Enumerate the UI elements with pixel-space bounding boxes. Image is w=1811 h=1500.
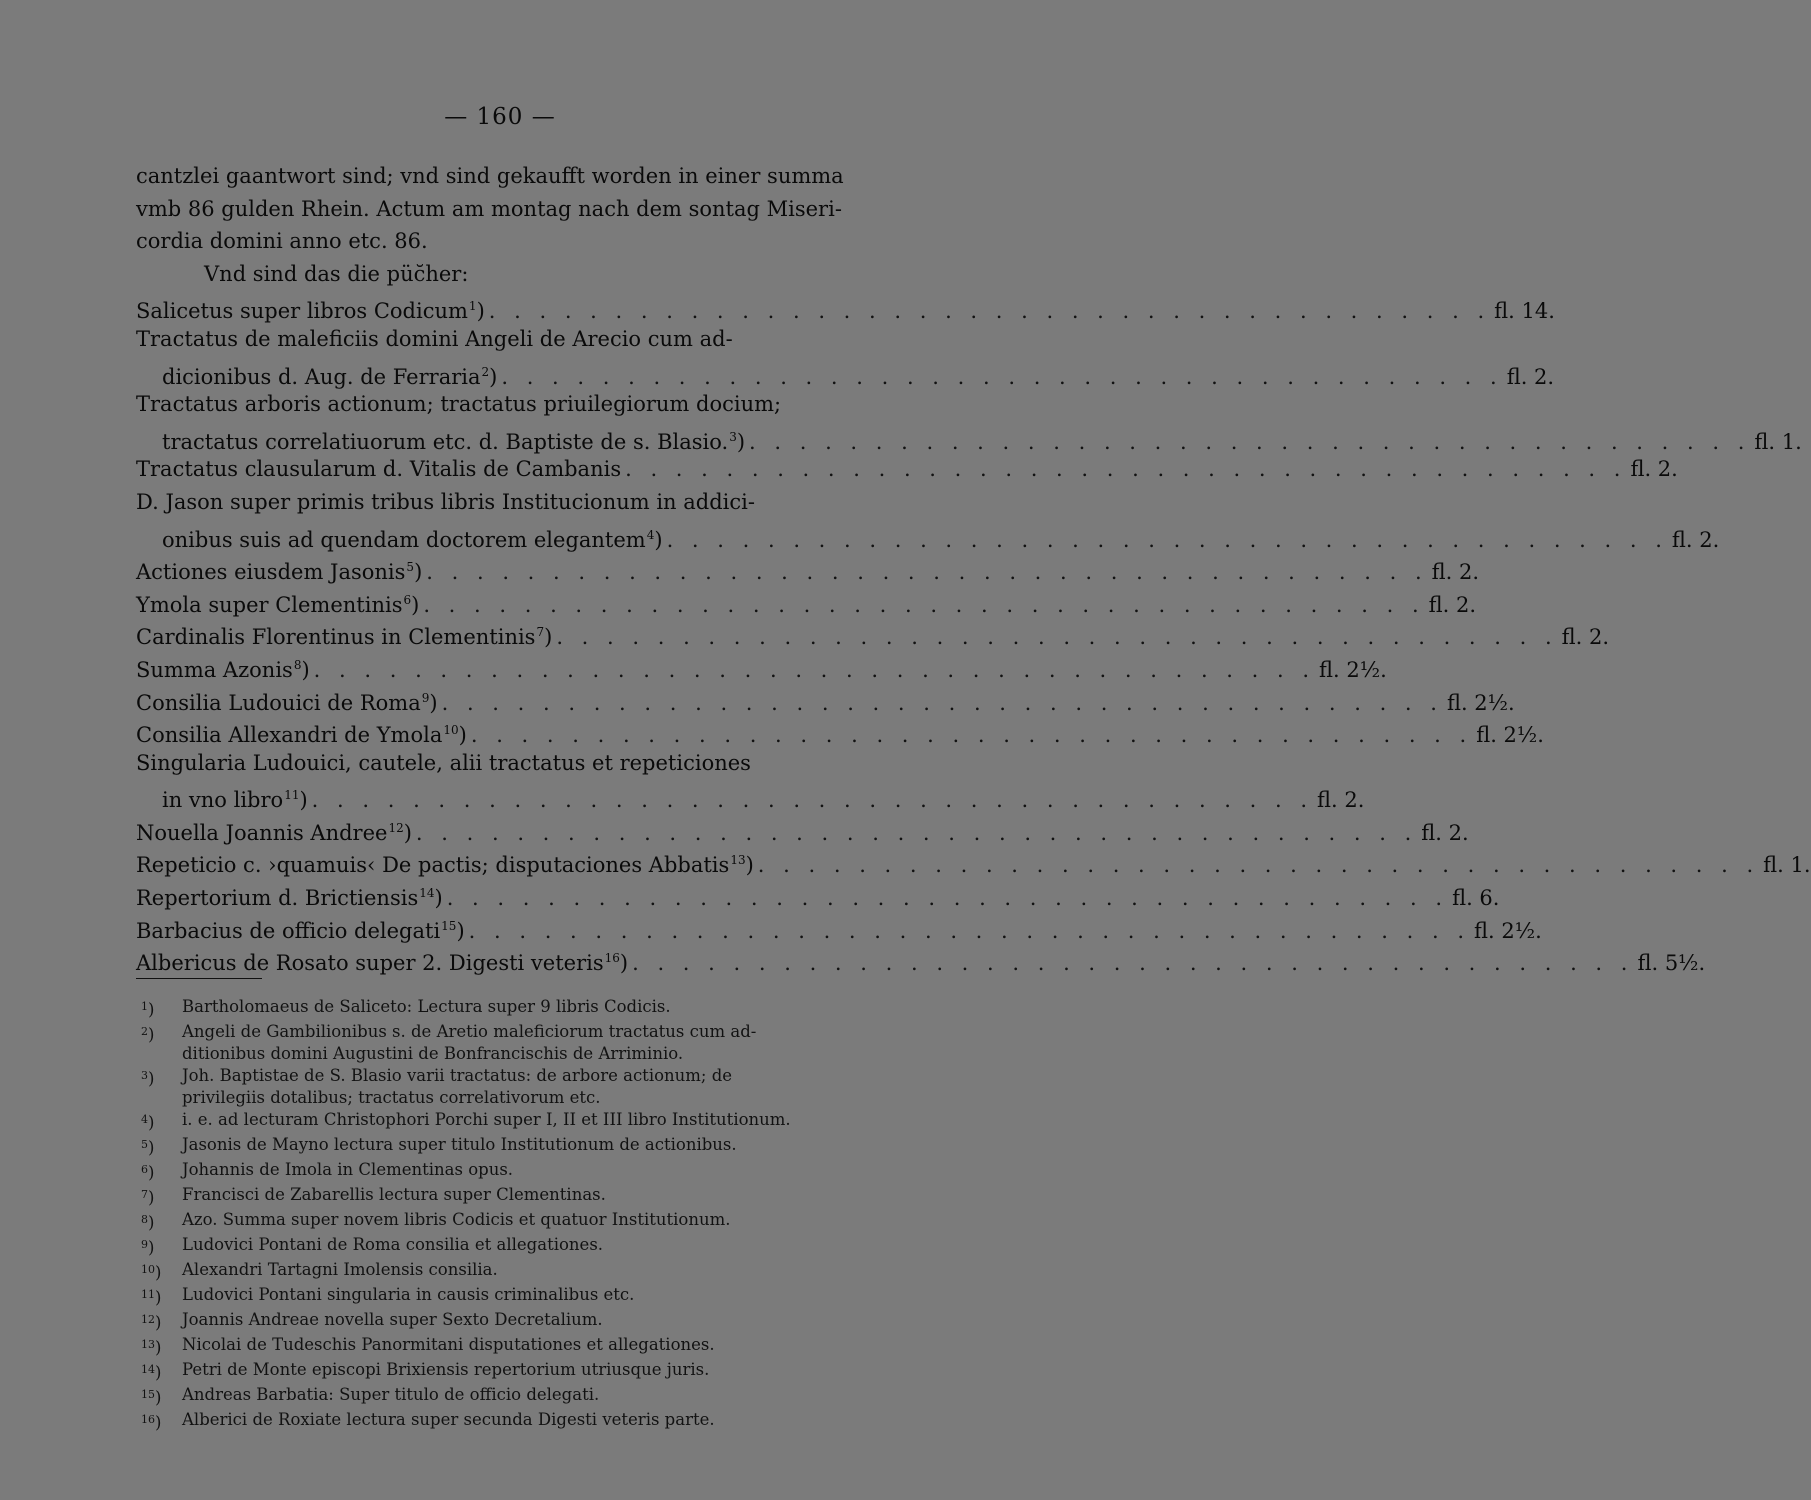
leader-dots: . . . . . . . . . . . . . . . . . . . . . . . . . . . . . . . . . . . . . . . . [625, 457, 1627, 482]
book-list [136, 290, 1811, 976]
footnote-ref-number: 16 [604, 951, 620, 966]
footnote-number-text: 1 [141, 1000, 148, 1013]
footnote-text-line: Johannis de Imola in Clementinas opus. [182, 1160, 514, 1179]
leader-dots: . . . . . . . . . . . . . . . . . . . . . . . . . . . . . . . . . . . . . . . . [470, 723, 1473, 748]
footnote [136, 1284, 870, 1309]
footnote-number-text: 5 [141, 1138, 148, 1151]
footnote-number: $^7$) [141, 1188, 155, 1207]
footnote-number-text: 9 [141, 1238, 148, 1251]
footnote-text-line: Azo. Summa super novem libris Codicis et quatuor Institutionum. [182, 1210, 731, 1229]
footnote-number: $^{14}$) [141, 1363, 162, 1382]
footnote-ref: $^5$) [406, 560, 423, 585]
footnote-ref: $^{15}$) [441, 918, 465, 943]
footnote-ref: $^{12}$) [388, 820, 412, 845]
leader-dots: . . . . . . . . . . . . . . . . . . . . . . . . . . . . . . . . . . . . . . . . [313, 657, 1316, 682]
footnote-text-line: Francisci de Zabarellis lectura super Clementinas. [182, 1185, 606, 1204]
footnote-text-line: i. e. ad lecturam Christophori Porchi super I, II et III libro Institutionum. [182, 1110, 791, 1129]
footnote [136, 1259, 870, 1284]
footnote-text [182, 1184, 870, 1209]
footnote-text [182, 1209, 870, 1234]
book-entry [136, 584, 1477, 617]
book-title: tractatus correlatiuorum etc. d. Baptiste de s. Blasio. [162, 429, 729, 454]
leader-dots: . . . . . . . . . . . . . . . . . . . . . . . . . . . . . . . . . . . . . . . . [757, 853, 1760, 878]
footnote-ref-number: 14 [419, 886, 435, 901]
book-title: Cardinalis Florentinus in Clementinis [136, 625, 536, 650]
footnote [136, 1209, 870, 1234]
footnote [136, 1359, 870, 1384]
footnote-text-line: privilegiis dotalibus; tractatus correlativorum etc. [182, 1088, 601, 1107]
footnote-text [182, 1409, 870, 1434]
leader-dots: . . . . . . . . . . . . . . . . . . . . . . . . . . . . . . . . . . . . . . . . [488, 299, 1491, 324]
book-entry [136, 453, 1678, 486]
book-entry [136, 812, 1469, 845]
footnote-number-text: 15 [141, 1388, 155, 1401]
intro-line-1 [136, 160, 870, 193]
intro-text-4: Vnd sind das die püc̆her: [204, 261, 469, 286]
book-entry [136, 714, 1544, 748]
footnote-text [182, 1284, 870, 1309]
book-title: Singularia Ludouici, cautele, alii tractatus et repeticiones [136, 750, 751, 775]
leader-dots: . . . . . . . . . . . . . . . . . . . . . . . . . . . . . . . . . . . . . . . . [423, 592, 1425, 617]
footnote-number: $^2$) [141, 1025, 155, 1044]
footnote-ref-number: 10 [443, 723, 459, 738]
footnote [136, 1134, 870, 1159]
page-number: — 160 — [444, 104, 556, 130]
footnote-ref-number: 9 [421, 690, 430, 705]
footnote-number: $^{15}$) [141, 1388, 162, 1407]
book-price: fl. 1. [1763, 853, 1811, 878]
intro-line-3 [136, 225, 870, 258]
book-entry-line [136, 323, 870, 356]
footnote-ref-number: 5 [406, 560, 415, 575]
footnote-text-line: ditionibus domini Augustini de Bonfrancischis de Arriminio. [182, 1044, 684, 1063]
book-title: Actiones eiusdem Jasonis [136, 560, 406, 585]
footnote-text [182, 1159, 870, 1184]
footnote-text-line: Jasonis de Mayno lectura super titulo Institutionum de actionibus. [182, 1135, 737, 1154]
footnote-number-text: 4 [141, 1113, 148, 1126]
footnote-text-line: Alexandri Tartagni Imolensis consilia. [182, 1260, 498, 1279]
book-entry [136, 290, 1555, 324]
footnote [136, 1384, 870, 1409]
book-price: fl. 2. [1630, 457, 1678, 482]
footnote-ref-number: 8 [293, 657, 302, 672]
footnote-ref: $^{11}$) [284, 788, 308, 813]
book-title: Tractatus arboris actionum; tractatus priuilegiorum docium; [136, 392, 782, 417]
book-price: fl. 2½. [1476, 723, 1544, 748]
book-entry [136, 779, 1365, 813]
footnote [136, 1021, 870, 1065]
footnote-number-text: 3 [141, 1069, 148, 1082]
footnote-ref: $^7$) [536, 625, 553, 650]
footnote-text-line: Andreas Barbatia: Super titulo de officio delegati. [182, 1385, 600, 1404]
footnote-number: $^9$) [141, 1238, 155, 1257]
leader-dots: . . . . . . . . . . . . . . . . . . . . . . . . . . . . . . . . . . . . . . . . [415, 820, 1418, 845]
book-title: Barbacius de officio delegati [136, 918, 441, 943]
footnote-number: $^{11}$) [141, 1288, 162, 1307]
footnote-text [182, 1309, 870, 1334]
footnote-text [182, 1065, 870, 1109]
footnote-text-line: Ludovici Pontani de Roma consilia et allegationes. [182, 1235, 604, 1254]
book-price: fl. 2. [1431, 560, 1480, 585]
footnote-number: $^{16}$) [141, 1413, 162, 1432]
book-title: Albericus de Rosato super 2. Digesti veteris [136, 951, 604, 976]
footnote-number: $^3$) [141, 1069, 155, 1088]
book-entry [136, 682, 1515, 715]
book-title: Salicetus super libros Codicum [136, 299, 468, 324]
intro-text-2: vmb 86 gulden Rhein. Actum am montag nach dem sontag Miseri- [136, 196, 842, 221]
footnote-ref-number: 6 [403, 592, 412, 607]
footnote-number: $^6$) [141, 1163, 155, 1182]
footnote-ref: $^8$) [293, 657, 310, 682]
footnote-ref: $^1$) [468, 299, 485, 324]
book-price: fl. 14. [1494, 299, 1555, 324]
footnote-ref: $^{14}$) [419, 886, 443, 911]
footnote-text-line: Joh. Baptistae de S. Blasio varii tractatus: de arbore actionum; de [182, 1066, 733, 1085]
footnote-ref: $^4$) [646, 527, 663, 552]
leader-dots: . . . . . . . . . . . . . . . . . . . . . . . . . . . . . . . . . . . . . . . . [441, 690, 1443, 715]
footnote [136, 996, 870, 1021]
footnote-ref: $^6$) [403, 592, 420, 617]
footnote-text-line: Ludovici Pontani singularia in causis criminalibus etc. [182, 1285, 635, 1304]
book-title: Consilia Allexandri de Ymola [136, 723, 443, 748]
book-price: fl. 2½. [1474, 918, 1542, 943]
leader-dots: . . . . . . . . . . . . . . . . . . . . . . . . . . . . . . . . . . . . . . . . [666, 527, 1668, 552]
book-title: Repeticio c. ›quamuis‹ De pactis; disputaciones Abbatis [136, 853, 730, 878]
footnote-ref-number: 7 [536, 625, 545, 640]
footnote-number-text: 8 [141, 1213, 148, 1226]
footnote-text-line: Nicolai de Tudeschis Panormitani disputationes et allegationes. [182, 1335, 715, 1354]
footnote [136, 1234, 870, 1259]
footnote-text-line: Petri de Monte episcopi Brixiensis repertorium utriusque juris. [182, 1360, 710, 1379]
footnote-text [182, 1259, 870, 1284]
book-price: fl. 1. [1754, 429, 1802, 454]
book-title: Consilia Ludouici de Roma [136, 690, 421, 715]
book-title: Summa Azonis [136, 657, 293, 682]
footnote [136, 1065, 870, 1109]
leader-dots: . . . . . . . . . . . . . . . . . . . . . . . . . . . . . . . . . . . . . . . . [311, 788, 1314, 813]
footnote-text [182, 1134, 870, 1159]
book-price: fl. 2. [1671, 527, 1720, 552]
book-entry [136, 421, 1802, 454]
book-entry [136, 356, 1555, 389]
footnote-text [182, 1384, 870, 1409]
book-entry [136, 551, 1480, 585]
footnote-number-text: 6 [141, 1163, 148, 1176]
leader-dots: . . . . . . . . . . . . . . . . . . . . . . . . . . . . . . . . . . . . . . . . [468, 918, 1471, 943]
footnote-number-text: 16 [141, 1413, 155, 1426]
book-price: fl. 2. [1421, 820, 1469, 845]
footnote-ref: $^{10}$) [443, 723, 467, 748]
footnote-text-line: Joannis Andreae novella super Sexto Decretalium. [182, 1310, 603, 1329]
book-title: in vno libro [162, 788, 284, 813]
leader-dots: . . . . . . . . . . . . . . . . . . . . . . . . . . . . . . . . . . . . . . . . [749, 429, 1751, 454]
footnote-number: $^8$) [141, 1213, 155, 1232]
footnote-text-line: Bartholomaeus de Saliceto: Lectura super 9 libris Codicis. [182, 997, 671, 1016]
footnote-number: $^{13}$) [141, 1338, 162, 1357]
book-title: Tractatus de maleficiis domini Angeli de Arecio cum ad- [136, 326, 733, 351]
footnote-ref-number: 4 [646, 527, 655, 542]
footnote-ref: $^{13}$) [730, 853, 754, 878]
intro-text-1: cantzlei gaantwort sind; vnd sind gekaufft worden in einer summa [136, 164, 844, 188]
footnote-ref-number: 3 [729, 429, 737, 444]
footnote-text [182, 1109, 870, 1134]
footnote-number: $^{10}$) [141, 1263, 162, 1282]
footnote-number-text: 2 [141, 1025, 148, 1038]
footnote-ref: $^{16}$) [604, 951, 629, 976]
book-entry [136, 649, 1387, 682]
book-title: Tractatus clausularum d. Vitalis de Cambanis [136, 457, 622, 482]
footnote-text [182, 996, 870, 1021]
footnote-number: $^4$) [141, 1113, 155, 1132]
footnote-ref-number: 1 [468, 299, 477, 314]
book-price: fl. 2. [1428, 592, 1477, 617]
footnote-ref-number: 2 [481, 364, 490, 379]
book-entry [136, 616, 1610, 650]
book-title: Repertorium d. Brictiensis [136, 886, 419, 911]
footnote-text-line: Alberici de Roxiate lectura super secunda Digesti veteris parte. [182, 1410, 715, 1429]
book-entry-line [136, 388, 870, 421]
footnote [136, 1109, 870, 1134]
book-price: fl. 2½. [1319, 657, 1387, 682]
leader-dots: . . . . . . . . . . . . . . . . . . . . . . . . . . . . . . . . . . . . . . . . [426, 560, 1428, 585]
footnote-ref-number: 13 [730, 853, 746, 868]
footnote-number-text: 12 [141, 1313, 155, 1326]
book-entry [136, 877, 1500, 911]
leader-dots: . . . . . . . . . . . . . . . . . . . . . . . . . . . . . . . . . . . . . . . . [446, 886, 1449, 911]
footnote-number: $^5$) [141, 1138, 155, 1157]
footnote-number-text: 11 [141, 1288, 155, 1301]
footnote-ref-number: 15 [441, 918, 457, 933]
book-title: onibus suis ad quendam doctorem elegantem [162, 527, 646, 552]
footnote-text-line: Angeli de Gambilionibus s. de Aretio maleficiorum tractatus cum ad- [182, 1022, 757, 1041]
book-price: fl. 2. [1506, 364, 1555, 389]
main-text [136, 160, 1811, 976]
footnote-number-text: 7 [141, 1188, 148, 1201]
footnote-text [182, 1334, 870, 1359]
footnote-ref: $^2$) [481, 364, 498, 389]
leader-dots: . . . . . . . . . . . . . . . . . . . . . . . . . . . . . . . . . . . . . . . . [501, 364, 1503, 389]
footnote [136, 1334, 870, 1359]
leader-dots: . . . . . . . . . . . . . . . . . . . . . . . . . . . . . . . . . . . . . . . . [632, 951, 1634, 976]
intro-line-2 [136, 193, 870, 226]
footnote-number-text: 10 [141, 1263, 155, 1276]
book-entry-line [136, 486, 870, 519]
footnote [136, 1409, 870, 1434]
book-entry [136, 942, 1706, 976]
footnote-text [182, 1359, 870, 1384]
footnote-rule [136, 978, 262, 979]
footnote-number-text: 14 [141, 1363, 155, 1376]
book-price: fl. 2½. [1446, 690, 1515, 715]
book-entry [136, 844, 1811, 878]
footnote-ref-number: 11 [284, 788, 300, 803]
footnote-number: $^1$) [141, 1000, 155, 1019]
book-title: Ymola super Clementinis [136, 592, 403, 617]
footnote-ref: $^3$) [729, 429, 746, 454]
book-price: fl. 5½. [1637, 951, 1706, 976]
intro-line-4 [136, 258, 870, 291]
footnote-number: $^{12}$) [141, 1313, 162, 1332]
footnote-text [182, 1021, 870, 1065]
book-title: dicionibus d. Aug. de Ferraria [162, 364, 481, 389]
leader-dots: . . . . . . . . . . . . . . . . . . . . . . . . . . . . . . . . . . . . . . . . [556, 625, 1558, 650]
footnote [136, 1184, 870, 1209]
footnote [136, 1309, 870, 1334]
book-price: fl. 2. [1561, 625, 1610, 650]
footnote-ref-number: 12 [388, 820, 404, 835]
book-price: fl. 2. [1317, 788, 1365, 813]
book-price: fl. 6. [1452, 886, 1500, 911]
book-entry-line [136, 747, 870, 780]
book-entry [136, 519, 1720, 552]
book-title: Nouella Joannis Andree [136, 820, 388, 845]
book-title: D. Jason super primis tribus libris Institucionum in addici- [136, 489, 755, 514]
footnote [136, 1159, 870, 1184]
footnote-ref: $^9$) [421, 690, 438, 715]
book-entry [136, 910, 1542, 943]
footnote-number-text: 13 [141, 1338, 155, 1351]
footnotes [136, 996, 870, 1434]
intro-text-3: cordia domini anno etc. 86. [136, 229, 428, 254]
footnote-text [182, 1234, 870, 1259]
